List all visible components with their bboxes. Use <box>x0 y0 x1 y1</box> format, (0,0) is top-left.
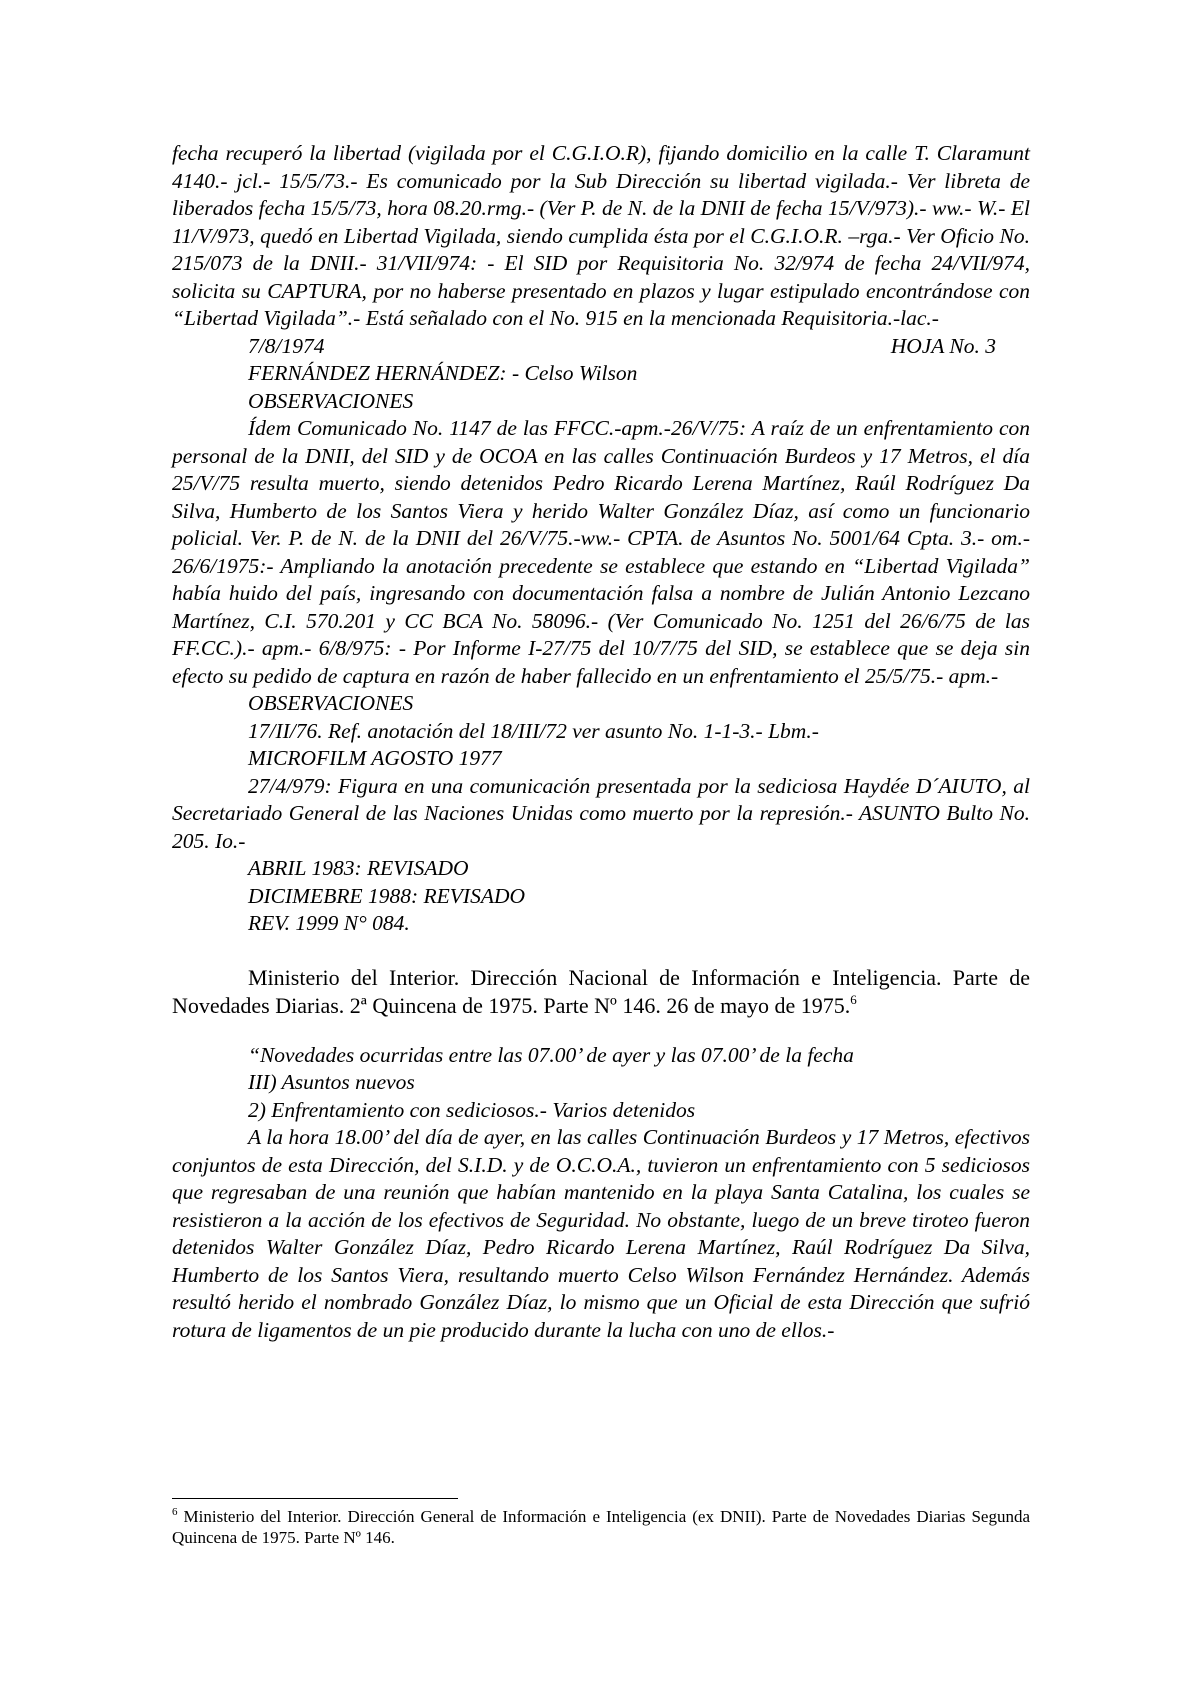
spacer <box>172 938 1030 964</box>
record-continuation-paragraph: fecha recuperó la libertad (vigilada por el C.G.I.O.R), fijando domicilio en la calle T. Claramunt 4140.- jcl.- 15/5/73.- Es comunicado por la Sub Dirección su libertad vigilada.- Ver libreta de liberados fecha 15/5/73, hora 08.20.rmg.- (Ver P. de N. de la DNII de fecha 15/V/973).- ww.- W.- El 11/V/973, quedó en Libertad Vigilada, siendo cumplida ésta por el C.G.I.O.R. –rga.- Ver Oficio No. 215/073 de la DNII.- 31/VII/974: - El SID por Requisitoria No. 32/974 de fecha 24/VII/974, solicita su CAPTURA, por no haberse presentado en plazos y lugar estipulado encontrándose con “Libertad Vigilada”.- Está señalado con el No. 915 en la mencionada Requisitoria.-lac.- <box>172 141 1030 330</box>
footnote-reference: 6 <box>850 991 857 1007</box>
sheet-number: HOJA No. 3 <box>890 333 996 358</box>
report-subsection: 2) Enfrentamiento con sediciosos.- Varios detenidos <box>248 1097 696 1122</box>
observaciones-paragraph: Ídem Comunicado No. 1147 de las FFCC.-apm.-26/V/75: A raíz de un enfrentamiento con personal de la DNII, del SID y de OCOA en las calles Continuación Burdeos y 17 Metros, el día 25/V/75 resulta muerto, siendo detenidos Pedro Ricardo Lerena Martínez, Raúl Rodríguez Da Silva, Humberto de los Santos Viera y herido Walter González Díaz, así como un funcionario policial. Ver. P. de N. de la DNII del 26/V/75.-ww.- CPTA. de Asuntos No. 5001/64 Cpta. 3.- om.- 26/6/1975:- Ampliando la anotación precedente se establece que estando en “Libertad Vigilada” había huido del país, ingresando con documentación falsa a nombre de Julián Antonio Lezcano Martínez, C.I. 570.201 y CC BCA No. 58096.- (Ver Comunicado No. 1251 del 26/6/75 de las FF.CC.).- apm.- 6/8/975: - Por Informe I-27/75 del 10/7/75 del SID, se establece que se deja sin efecto su pedido de captura en razón de haber fallecido en un enfrentamiento el 25/5/75.- apm.- <box>172 416 1030 688</box>
footnote-text: Ministerio del Interior. Dirección General de Información e Inteligencia (ex DNII). Parte de Novedades Diarias Segunda Quincena de 1975. Parte Nº 146. <box>172 1507 1031 1547</box>
spacer <box>172 1020 1030 1042</box>
person-name: FERNÁNDEZ HERNÁNDEZ: - Celso Wilson <box>248 361 638 385</box>
sheet-header <box>172 333 1030 361</box>
entry-1976: 17/II/76. Ref. anotación del 18/III/72 ver asunto No. 1-1-3.- Lbm.- <box>248 718 819 743</box>
entry-1979: 27/4/979: Figura en una comunicación presentada por la sediciosa Haydée D´AIUTO, al Secretariado General de las Naciones Unidas como muerto por la represión.- ASUNTO Bulto No. 205. Io.- <box>172 773 1030 853</box>
observaciones-heading-second: OBSERVACIONES <box>248 691 414 715</box>
report-body: A la hora 18.00’ del día de ayer, en las calles Continuación Burdeos y 17 Metros, efectivos conjuntos de esta Dirección, del S.I.D. y de O.C.O.A., tuvieron un enfrentamiento con 5 sediciosos que regresaban de una reunión que habían mantenido en la playa Santa Catalina, los cuales se resistieron a la acción de los efectivos de Seguridad. No obstante, luego de un breve tiroteo fueron detenidos Walter González Díaz, Pedro Ricardo Lerena Martínez, Raúl Rodríguez Da Silva, Humberto de los Santos Viera, resultando muerto Celso Wilson Fernández Hernández. Además resultó herido el nombrado González Díaz, lo mismo que un Oficial de esta Dirección que sufrió rotura de ligamentos de un pie producido durante la lucha con uno de ellos.- <box>172 1125 1030 1342</box>
report-heading: “Novedades ocurridas entre las 07.00’ de ayer y las 07.00’ de la fecha <box>248 1042 854 1067</box>
sheet-date: 7/8/1974 <box>248 333 325 358</box>
footnote-marker: 6 <box>172 1506 178 1518</box>
revision-1988: DICIMEBRE 1988: REVISADO <box>248 883 526 908</box>
footnote-separator <box>172 1498 458 1499</box>
microfilm-note: MICROFILM AGOSTO 1977 <box>248 746 502 770</box>
observaciones-heading: OBSERVACIONES <box>248 388 414 413</box>
footnote <box>172 1506 1030 1548</box>
source-citation-text: Ministerio del Interior. Dirección Nacional de Información e Inteligencia. Parte de Novedades Diarias. 2ª Quincena de 1975. Parte Nº 146. 26 de mayo de 1975. <box>172 964 1030 1018</box>
document-body <box>172 140 1030 1344</box>
revision-1999: REV. 1999 N° 084. <box>248 911 410 935</box>
revision-1983: ABRIL 1983: REVISADO <box>248 856 469 880</box>
report-section: III) Asuntos nuevos <box>248 1070 415 1094</box>
source-citation <box>172 964 1030 1020</box>
